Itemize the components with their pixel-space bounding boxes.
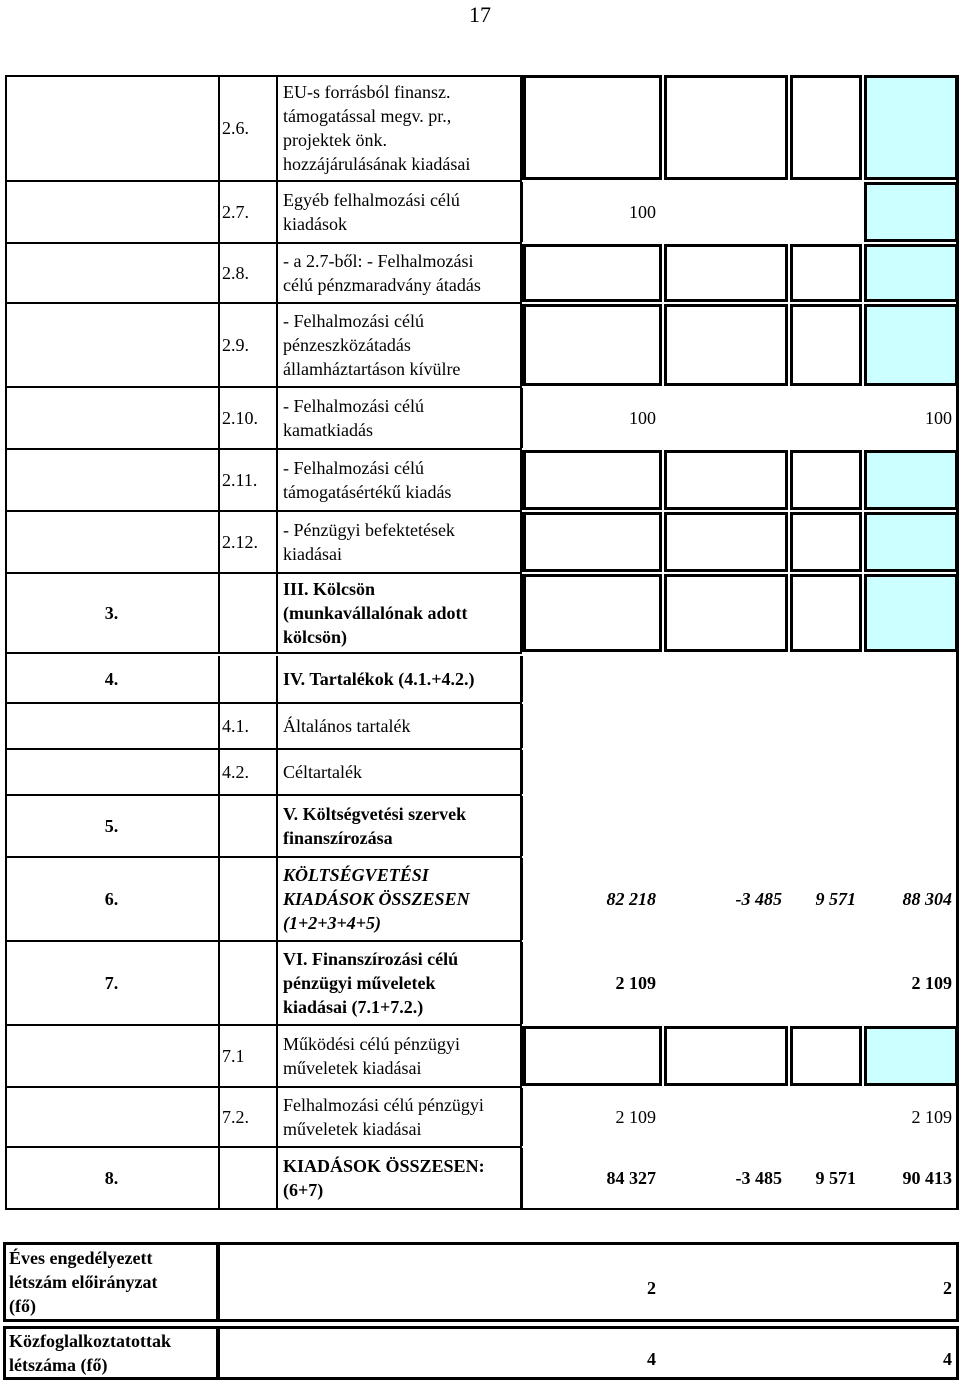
col-separator bbox=[520, 704, 523, 748]
value-cell: 2 109 bbox=[911, 1107, 952, 1127]
value-cell: 100 bbox=[629, 202, 656, 222]
description-line: (munkavállalónak adott bbox=[283, 603, 468, 623]
row-separator bbox=[5, 242, 522, 244]
row-subnumber: 2.6. bbox=[222, 118, 249, 138]
empty-value-box bbox=[790, 75, 862, 180]
row-description bbox=[283, 863, 519, 935]
description-line: kiadásai (7.1+7.2.) bbox=[283, 997, 424, 1017]
col-separator bbox=[276, 450, 278, 510]
empty-value-box bbox=[864, 304, 958, 386]
col-separator bbox=[218, 656, 220, 702]
row-number: 6. bbox=[104, 889, 119, 909]
col-separator bbox=[218, 574, 220, 652]
description-line: VI. Finanszírozási célú bbox=[283, 949, 459, 969]
value-cell: 9 571 bbox=[815, 889, 856, 909]
description-line: V. Költségvetési szervek bbox=[283, 804, 467, 824]
table-border-left bbox=[5, 75, 7, 1209]
empty-value-box bbox=[523, 574, 662, 652]
value-cell: 100 bbox=[925, 408, 952, 428]
empty-value-box bbox=[864, 512, 958, 572]
description-line: hozzájárulásának kiadásai bbox=[283, 154, 471, 174]
col-separator bbox=[520, 750, 523, 794]
staff-label-line: létszáma (fő) bbox=[9, 1355, 108, 1375]
row-description bbox=[283, 249, 519, 297]
col-separator bbox=[276, 304, 278, 386]
row-subnumber: 2.11. bbox=[222, 470, 258, 490]
row-subnumber: 2.8. bbox=[222, 263, 249, 283]
row-description bbox=[283, 518, 519, 566]
staff-value: 4 bbox=[647, 1349, 656, 1369]
row-number: 3. bbox=[104, 603, 119, 623]
row-number: 7. bbox=[104, 973, 119, 993]
row-number: 5. bbox=[104, 816, 119, 836]
description-line: - Pénzügyi befektetések bbox=[283, 520, 455, 540]
value-cell: -3 485 bbox=[735, 889, 782, 909]
col-separator bbox=[218, 750, 220, 794]
col-separator bbox=[218, 1026, 220, 1086]
col-separator bbox=[218, 858, 220, 940]
col-separator bbox=[276, 858, 278, 940]
row-separator bbox=[5, 180, 522, 182]
description-line: - Felhalmozási célú bbox=[283, 311, 424, 331]
col-separator bbox=[276, 1026, 278, 1086]
description-line: Egyéb felhalmozási célú bbox=[283, 190, 460, 210]
row-separator bbox=[5, 856, 522, 858]
description-line: kamatkiadás bbox=[283, 420, 373, 440]
col-separator bbox=[218, 704, 220, 748]
empty-value-box bbox=[864, 574, 958, 652]
row-subnumber: 7.1 bbox=[222, 1046, 245, 1066]
row-separator bbox=[5, 386, 522, 388]
description-line: kölcsön) bbox=[283, 627, 348, 647]
empty-value-box bbox=[523, 244, 662, 302]
row-description bbox=[283, 802, 519, 850]
row-description bbox=[283, 1093, 519, 1141]
highlight-cell bbox=[864, 182, 958, 242]
description-line: támogatásértékű kiadás bbox=[283, 482, 452, 502]
empty-value-box bbox=[523, 1026, 662, 1086]
table-border-bottom bbox=[5, 1208, 959, 1210]
table-border-right bbox=[956, 75, 959, 1209]
value-cell: -3 485 bbox=[735, 1168, 782, 1188]
col-separator bbox=[276, 656, 278, 702]
description-line: (1+2+3+4+5) bbox=[283, 913, 382, 933]
empty-value-box bbox=[664, 574, 788, 652]
empty-value-box bbox=[664, 75, 788, 180]
staff-label bbox=[9, 1329, 217, 1377]
value-cell: 84 327 bbox=[606, 1168, 656, 1188]
empty-value-box bbox=[664, 304, 788, 386]
col-separator bbox=[218, 450, 220, 510]
col-separator bbox=[520, 796, 523, 856]
row-description bbox=[283, 760, 519, 784]
row-separator bbox=[5, 1024, 522, 1026]
empty-value-box bbox=[523, 304, 662, 386]
col-separator bbox=[276, 750, 278, 794]
row-number: 4. bbox=[104, 669, 119, 689]
empty-value-box bbox=[864, 244, 958, 302]
col-separator bbox=[276, 1088, 278, 1146]
staff-value: 2 bbox=[943, 1278, 952, 1298]
description-line: támogatással megv. pr., bbox=[283, 106, 452, 126]
col-separator bbox=[276, 512, 278, 572]
value-cell: 88 304 bbox=[902, 889, 952, 909]
description-line: kiadásai bbox=[283, 544, 342, 564]
row-description bbox=[283, 714, 519, 738]
staff-label-line: Közfoglalkoztatottak bbox=[9, 1331, 171, 1351]
row-number: 8. bbox=[104, 1168, 119, 1188]
empty-value-box bbox=[864, 75, 958, 180]
description-line: KIADÁSOK ÖSSZESEN bbox=[283, 889, 470, 909]
empty-value-box bbox=[523, 512, 662, 572]
row-description bbox=[283, 188, 519, 236]
description-line: Általános tartalék bbox=[283, 716, 411, 736]
description-line: - Felhalmozási célú bbox=[283, 396, 424, 416]
row-description bbox=[283, 309, 519, 381]
empty-value-box bbox=[664, 244, 788, 302]
page-number: 17 bbox=[469, 2, 491, 27]
empty-value-box bbox=[790, 450, 862, 510]
col-separator bbox=[218, 75, 220, 180]
staff-label-line: létszám előirányzat bbox=[9, 1272, 158, 1292]
staff-label bbox=[9, 1246, 217, 1318]
value-cell: 2 109 bbox=[615, 1107, 656, 1127]
value-cell: 82 218 bbox=[606, 889, 656, 909]
staff-label-line: (fő) bbox=[9, 1296, 36, 1316]
empty-value-box bbox=[664, 450, 788, 510]
row-separator bbox=[5, 748, 522, 750]
description-line: célú pénzmaradvány átadás bbox=[283, 275, 481, 295]
col-separator bbox=[276, 704, 278, 748]
row-description bbox=[283, 456, 519, 504]
row-description bbox=[283, 80, 519, 176]
row-subnumber: 4.2. bbox=[222, 762, 249, 782]
row-separator bbox=[5, 448, 522, 450]
description-line: műveletek kiadásai bbox=[283, 1119, 422, 1139]
row-separator bbox=[5, 652, 522, 654]
col-separator bbox=[218, 1148, 220, 1208]
row-subnumber: 2.10. bbox=[222, 408, 258, 428]
staff-value: 4 bbox=[943, 1349, 952, 1369]
col-separator bbox=[276, 942, 278, 1024]
col-separator bbox=[218, 796, 220, 856]
empty-value-box bbox=[523, 75, 662, 180]
row-description bbox=[283, 1032, 519, 1080]
description-line: államháztartáson kívülre bbox=[283, 359, 461, 379]
description-line: Működési célú pénzügyi bbox=[283, 1034, 460, 1054]
row-subnumber: 4.1. bbox=[222, 716, 249, 736]
description-line: kiadások bbox=[283, 214, 347, 234]
value-cell: 90 413 bbox=[902, 1168, 952, 1188]
row-subnumber: 7.2. bbox=[222, 1107, 249, 1127]
value-cell: 2 109 bbox=[911, 973, 952, 993]
row-separator bbox=[5, 940, 522, 942]
col-separator bbox=[276, 182, 278, 242]
row-subnumber: 2.7. bbox=[222, 202, 249, 222]
empty-value-box bbox=[664, 512, 788, 572]
row-separator bbox=[5, 794, 522, 796]
col-separator bbox=[520, 656, 523, 702]
value-cell: 2 109 bbox=[615, 973, 656, 993]
description-line: - a 2.7-ből: - Felhalmozási bbox=[283, 251, 474, 271]
description-line: - Felhalmozási célú bbox=[283, 458, 424, 478]
row-subnumber: 2.12. bbox=[222, 532, 258, 552]
empty-value-box bbox=[523, 450, 662, 510]
col-separator bbox=[276, 388, 278, 448]
value-cell: 9 571 bbox=[815, 1168, 856, 1188]
empty-value-box bbox=[864, 450, 958, 510]
description-line: KÖLTSÉGVETÉSI bbox=[283, 865, 429, 885]
empty-value-box bbox=[790, 1026, 862, 1086]
col-separator bbox=[276, 75, 278, 180]
col-separator bbox=[218, 182, 220, 242]
col-separator bbox=[218, 304, 220, 386]
row-separator bbox=[5, 572, 522, 574]
empty-value-box bbox=[790, 574, 862, 652]
row-separator bbox=[5, 1086, 522, 1088]
empty-value-box bbox=[790, 244, 862, 302]
col-separator bbox=[218, 244, 220, 302]
description-line: finanszírozása bbox=[283, 828, 393, 848]
row-subnumber: 2.9. bbox=[222, 335, 249, 355]
row-description bbox=[283, 1154, 519, 1202]
staff-label-line: Éves engedélyezett bbox=[9, 1248, 153, 1268]
value-cell: 100 bbox=[629, 408, 656, 428]
row-description bbox=[283, 667, 519, 691]
col-separator bbox=[218, 388, 220, 448]
row-separator bbox=[5, 1146, 522, 1148]
col-separator bbox=[218, 942, 220, 1024]
row-description bbox=[283, 577, 519, 649]
row-separator bbox=[5, 302, 522, 304]
description-line: (6+7) bbox=[283, 1180, 324, 1200]
col-separator bbox=[276, 244, 278, 302]
description-line: Felhalmozási célú pénzügyi bbox=[283, 1095, 484, 1115]
description-line: projektek önk. bbox=[283, 130, 387, 150]
description-line: EU-s forrásból finansz. bbox=[283, 82, 451, 102]
col-separator bbox=[276, 796, 278, 856]
empty-value-box bbox=[664, 1026, 788, 1086]
description-line: KIADÁSOK ÖSSZESEN: bbox=[283, 1156, 485, 1176]
col-separator bbox=[276, 1148, 278, 1208]
row-description bbox=[283, 394, 519, 442]
empty-value-box bbox=[790, 512, 862, 572]
table-border-top bbox=[5, 75, 520, 77]
row-separator bbox=[5, 510, 522, 512]
empty-value-box bbox=[790, 304, 862, 386]
description-line: IV. Tartalékok (4.1.+4.2.) bbox=[283, 669, 475, 689]
empty-value-box bbox=[864, 1026, 958, 1086]
staff-value: 2 bbox=[647, 1278, 656, 1298]
row-separator bbox=[5, 702, 522, 704]
row-description bbox=[283, 947, 519, 1019]
description-line: III. Kölcsön bbox=[283, 579, 376, 599]
col-separator bbox=[218, 512, 220, 572]
col-separator bbox=[276, 574, 278, 652]
description-line: pénzeszközátadás bbox=[283, 335, 411, 355]
col-separator bbox=[218, 1088, 220, 1146]
description-line: pénzügyi műveletek bbox=[283, 973, 436, 993]
description-line: Céltartalék bbox=[283, 762, 362, 782]
description-line: műveletek kiadásai bbox=[283, 1058, 422, 1078]
